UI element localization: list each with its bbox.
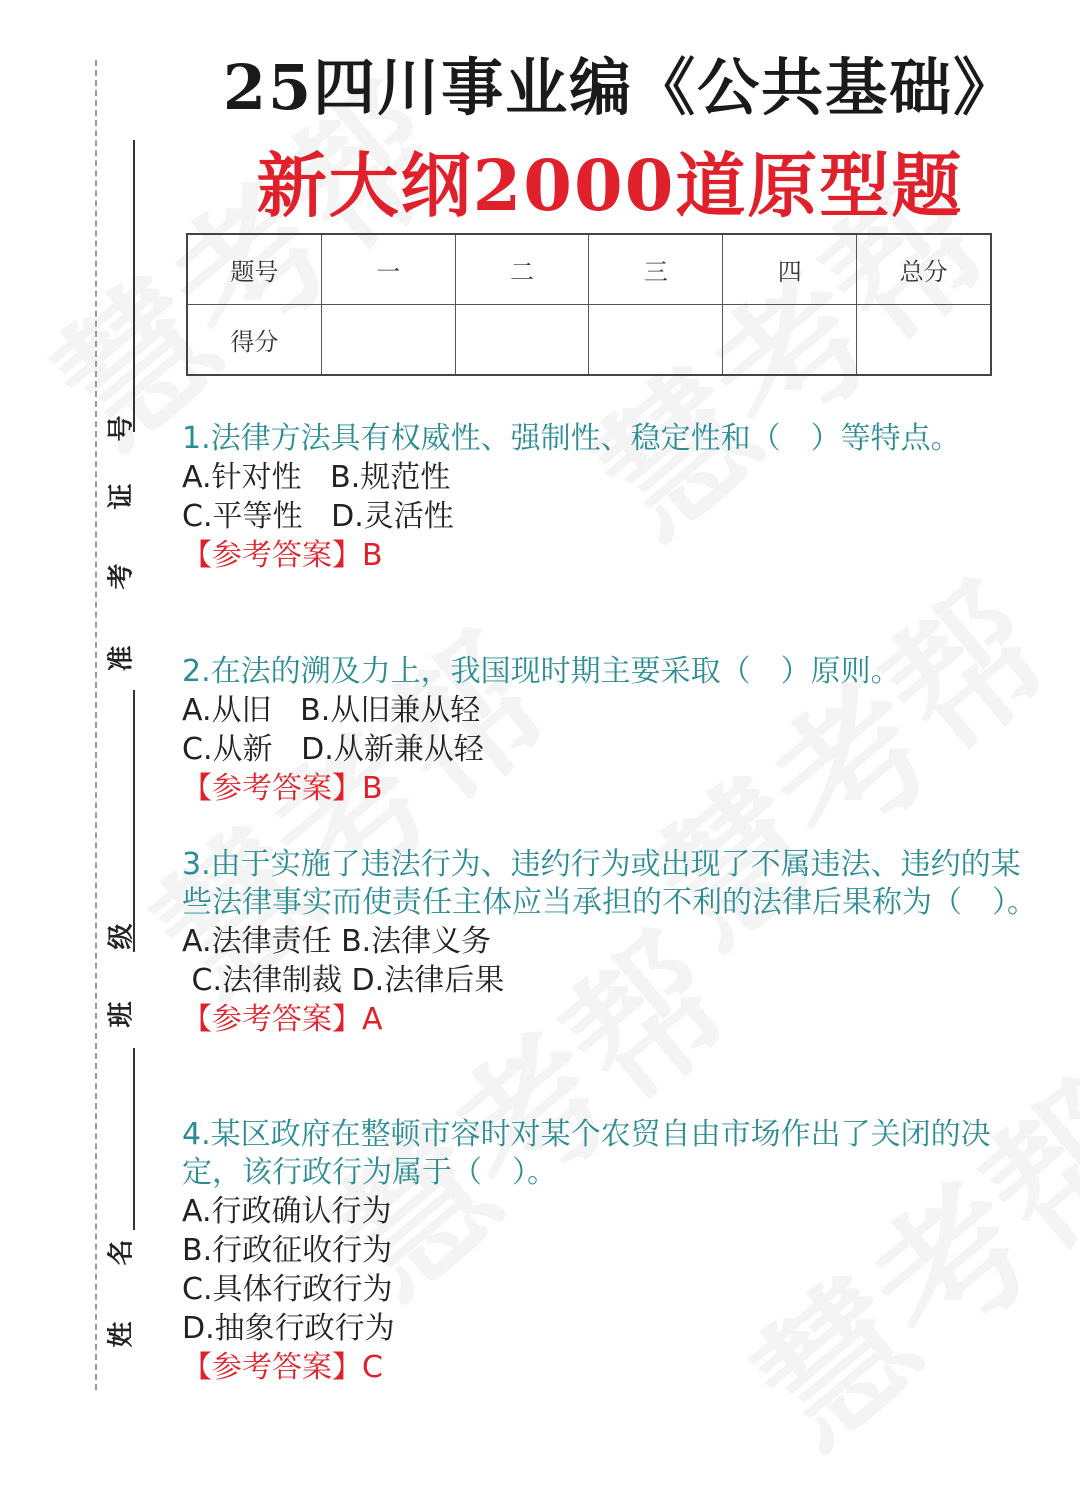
- question-1: [182, 420, 1002, 575]
- margin-label-name: 姓: [106, 1321, 137, 1348]
- question-text: 4.某区政府在整顿市容时对某个农贸自由市场作出了关闭的决定，该行政行为属于（ ）。: [182, 1117, 991, 1190]
- question-options: A.针对性 B.规范性: [182, 460, 451, 495]
- margin-label-exam-id: 考: [106, 563, 137, 590]
- margin-label-exam-id: 准: [106, 645, 137, 672]
- question-options: C.平等性 D.灵活性: [182, 499, 454, 534]
- score-entry-cell: [857, 305, 991, 376]
- score-table-cell: 三: [589, 234, 723, 305]
- page-subtitle: 新大纲2000道原型题: [256, 144, 964, 227]
- answer-key: 【参考答案】B: [182, 538, 383, 573]
- class-write-line: [133, 690, 135, 952]
- exam-id-write-line: [133, 140, 135, 432]
- score-table-cell: 二: [455, 234, 589, 305]
- margin-label-class: 级: [106, 923, 137, 950]
- score-table-header-row: [187, 234, 991, 305]
- margin-label-class: 班: [106, 1001, 137, 1028]
- class-write-line-lower: [133, 1048, 135, 1230]
- score-entry-cell: [455, 305, 589, 376]
- question-options: A.法律责任 B.法律义务: [182, 924, 492, 959]
- question-options: B.行政征收行为: [182, 1233, 393, 1268]
- score-table-score-row: [187, 305, 991, 376]
- question-4: [182, 1116, 1042, 1387]
- score-entry-cell: [321, 305, 455, 376]
- score-table: [186, 233, 992, 376]
- score-table-cell: 得分: [187, 305, 321, 376]
- score-table-cell: 一: [321, 234, 455, 305]
- score-entry-cell: [589, 305, 723, 376]
- question-options: A.行政确认行为: [182, 1194, 392, 1229]
- page-title: 25四川事业编《公共基础》: [222, 51, 1018, 124]
- question-3: [182, 846, 1042, 1039]
- question-options: C.法律制裁 D.法律后果: [182, 963, 505, 998]
- score-table-cell: 四: [723, 234, 857, 305]
- binding-dashed-line: [95, 60, 97, 1390]
- question-text: 1.法律方法具有权威性、强制性、稳定性和（ ）等特点。: [182, 421, 961, 456]
- question-options: C.具体行政行为: [182, 1272, 393, 1307]
- question-options: A.从旧 B.从旧兼从轻: [182, 693, 481, 728]
- question-text: 3.由于实施了违法行为、违约行为或出现了不属违法、违约的某些法律事实而使责任主体应当承担的不利的法律后果称为（ ）。: [182, 847, 1037, 920]
- answer-key: 【参考答案】B: [182, 771, 383, 806]
- answer-key: 【参考答案】C: [182, 1350, 383, 1385]
- margin-label-name: 名: [106, 1239, 137, 1266]
- margin-label-exam-id: 证: [106, 483, 137, 510]
- question-options: D.抽象行政行为: [182, 1311, 395, 1346]
- margin-label-exam-id: 号: [106, 415, 137, 442]
- score-entry-cell: [723, 305, 857, 376]
- question-options: C.从新 D.从新兼从轻: [182, 732, 484, 767]
- score-table-cell: 题号: [187, 234, 321, 305]
- score-table-cell: 总分: [857, 234, 991, 305]
- question-2: [182, 653, 1042, 808]
- question-text: 2.在法的溯及力上，我国现时期主要采取（ ）原则。: [182, 654, 901, 689]
- answer-key: 【参考答案】A: [182, 1002, 383, 1037]
